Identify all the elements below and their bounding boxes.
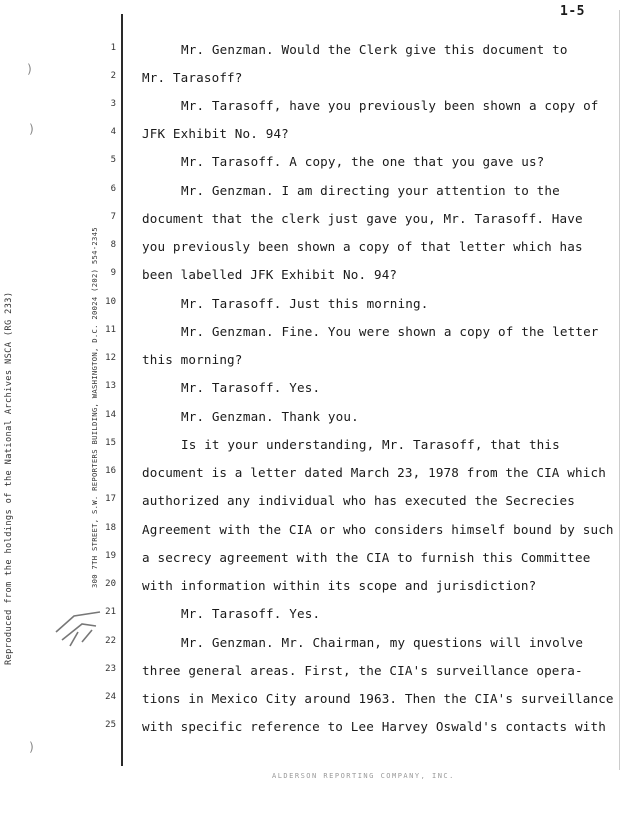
transcript-line: tions in Mexico City around 1963. Then the CIA's surveillance xyxy=(142,691,614,706)
line-number: 21 xyxy=(105,607,116,617)
transcript-line: Mr. Genzman. Fine. You were shown a copy of the letter xyxy=(181,324,599,339)
transcript-line: Mr. Tarasoff? xyxy=(142,70,243,85)
transcript-line: a secrecy agreement with the CIA to furnish this Committee xyxy=(142,550,591,565)
line-number: 4 xyxy=(110,127,116,137)
transcript-line: authorized any individual who has executed the Secrecies xyxy=(142,493,575,508)
archive-margin-note: Reproduced from the holdings of the National Archives NSCA (RG 233) xyxy=(4,291,14,665)
line-number: 13 xyxy=(105,381,116,391)
line-number: 12 xyxy=(105,353,116,363)
scan-mark: ) xyxy=(26,62,34,76)
line-number: 23 xyxy=(105,664,116,674)
ink-smudge-icon xyxy=(52,602,106,652)
line-number: 18 xyxy=(105,523,116,533)
page-number: 1-5 xyxy=(560,4,585,19)
line-number: 22 xyxy=(105,636,116,646)
scan-mark: ) xyxy=(28,740,36,754)
line-number: 19 xyxy=(105,551,116,561)
transcript-line: Mr. Tarasoff. Yes. xyxy=(181,380,321,395)
line-number: 5 xyxy=(110,155,116,165)
transcript-line: Mr. Genzman. I am directing your attention to the xyxy=(181,183,560,198)
transcript-line: Mr. Genzman. Would the Clerk give this document to xyxy=(181,42,568,57)
transcript-line: Mr. Genzman. Thank you. xyxy=(181,409,359,424)
transcript-line: Mr. Tarasoff. Yes. xyxy=(181,606,321,621)
line-number: 15 xyxy=(105,438,116,448)
scan-mark: ) xyxy=(28,122,36,136)
transcript-line: Mr. Genzman. Mr. Chairman, my questions will involve xyxy=(181,635,584,650)
transcript-line: Mr. Tarasoff. A copy, the one that you gave us? xyxy=(181,154,545,169)
line-number: 10 xyxy=(105,297,116,307)
transcript-line: Is it your understanding, Mr. Tarasoff, that this xyxy=(181,437,560,452)
transcript-line: been labelled JFK Exhibit No. 94? xyxy=(142,267,398,282)
transcript-line: with specific reference to Lee Harvey Oswald's contacts with xyxy=(142,719,606,734)
line-number: 8 xyxy=(110,240,116,250)
reporting-company-footer: ALDERSON REPORTING COMPANY, INC. xyxy=(272,772,455,780)
line-number: 3 xyxy=(110,99,116,109)
line-number: 11 xyxy=(105,325,116,335)
line-number: 16 xyxy=(105,466,116,476)
transcript-line: with information within its scope and jurisdiction? xyxy=(142,578,537,593)
line-number: 1 xyxy=(110,43,116,53)
line-number: 25 xyxy=(105,720,116,730)
transcript-line: Mr. Tarasoff. Just this morning. xyxy=(181,296,429,311)
transcript-line: Agreement with the CIA or who considers himself bound by such xyxy=(142,522,614,537)
transcript-line: document that the clerk just gave you, Mr. Tarasoff. Have xyxy=(142,211,583,226)
transcript-line: three general areas. First, the CIA's surveillance opera- xyxy=(142,663,583,678)
line-number: 7 xyxy=(110,212,116,222)
line-number: 2 xyxy=(110,71,116,81)
transcript-line: this morning? xyxy=(142,352,243,367)
line-number: 6 xyxy=(110,184,116,194)
transcript-line: JFK Exhibit No. 94? xyxy=(142,126,289,141)
line-number: 14 xyxy=(105,410,116,420)
transcript-line: you previously been shown a copy of that letter which has xyxy=(142,239,583,254)
line-number: 9 xyxy=(110,268,116,278)
line-number: 17 xyxy=(105,494,116,504)
transcript-line: Mr. Tarasoff, have you previously been shown a copy of xyxy=(181,98,599,113)
line-number: 20 xyxy=(105,579,116,589)
margin-rule xyxy=(121,14,123,766)
line-number: 24 xyxy=(105,692,116,702)
transcript-line: document is a letter dated March 23, 1978 from the CIA which xyxy=(142,465,606,480)
reporter-address-note: 300 7TH STREET, S.W. REPORTERS BUILDING, WASHINGTON, D.C. 20024 (202) 554-2345 xyxy=(90,227,99,588)
